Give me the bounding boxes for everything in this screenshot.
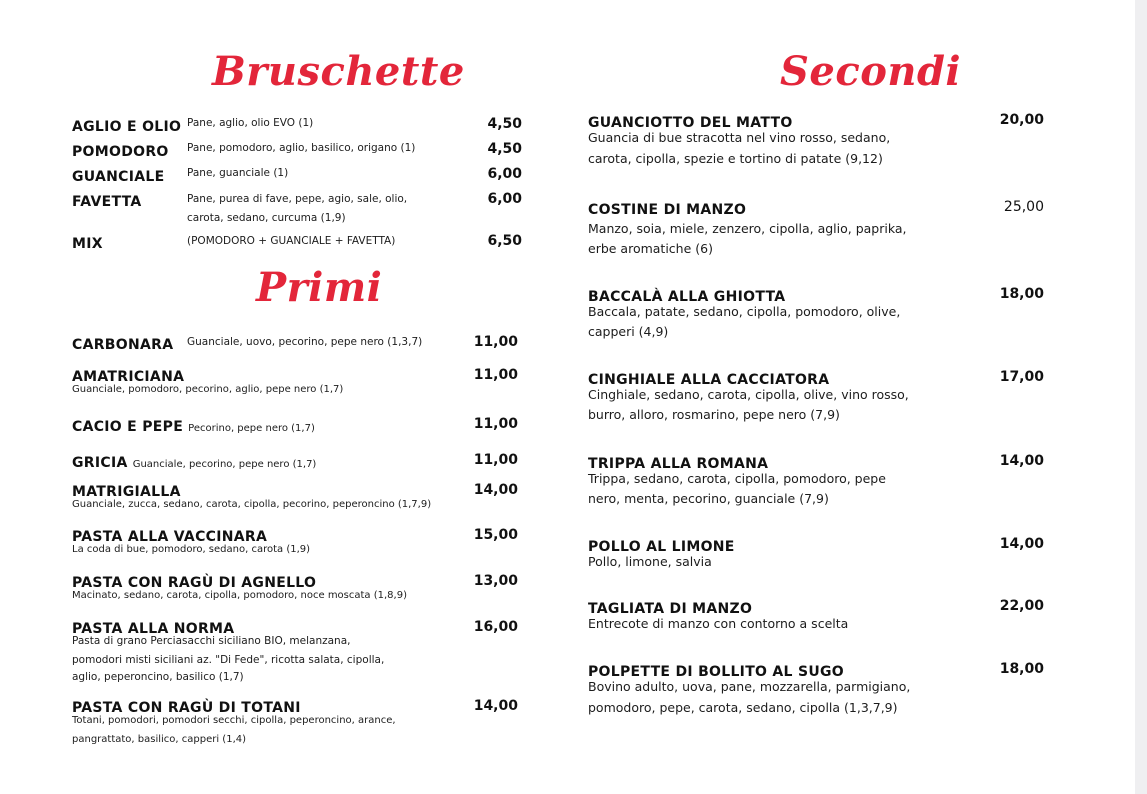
menu-item [72,141,169,160]
item-name: POMODORO [72,144,169,160]
section-title-primi: Primi [256,264,383,311]
item-name: POLPETTE DI BOLLITO AL SUGO [588,664,844,680]
item-description: Cinghiale, sedano, carota, cipolla, olive, vino rosso, [588,387,909,402]
item-description: Guanciale, zucca, sedano, carota, cipolla, pecorino, peperoncino (1,7,9) [72,499,432,510]
item-description: Guancia di bue stracotta nel vino rosso, sedano, [588,130,891,145]
item-name: PASTA ALLA NORMA [72,621,235,637]
item-name: CINGHIALE ALLA CACCIATORA [588,372,830,388]
item-name: GUANCIALE [72,169,165,185]
menu-item [72,334,173,353]
item-description: carota, cipolla, spezie e tortino di patate (9,12) [588,151,883,166]
item-description: erbe aromatiche (6) [588,241,713,256]
section-title-bruschette: Bruschette [212,48,465,95]
item-description: carota, sedano, curcuma (1,9) [187,212,346,224]
item-price: 4,50 [487,141,522,157]
item-price: 11,00 [473,367,518,383]
item-description: burro, alloro, rosmarino, pepe nero (7,9) [588,407,840,422]
item-price: 11,00 [473,452,518,468]
item-price: 22,00 [999,598,1044,614]
item-description: La coda di bue, pomodoro, sedano, carota (1,9) [72,544,311,555]
item-price: 13,00 [473,573,518,589]
item-price: 6,00 [487,191,522,207]
item-description: Pane, purea di fave, pepe, agio, sale, olio, [187,193,408,205]
menu-item [72,416,315,438]
item-description: Pane, guanciale (1) [187,167,289,179]
item-price: 11,00 [473,334,518,350]
item-name: CARBONARA [72,337,174,353]
item-price: 6,00 [487,166,522,182]
menu-item [72,116,181,135]
item-description: pomodoro, pepe, carota, sedano, cipolla (1,3,7,9) [588,700,898,715]
item-description: Manzo, soia, miele, zenzero, cipolla, aglio, paprika, [588,221,907,236]
section-title-secondi: Secondi [780,48,962,95]
item-price: 14,00 [999,453,1044,469]
item-name: TRIPPA ALLA ROMANA [588,456,769,472]
item-description: Guanciale, uovo, pecorino, pepe nero (1,3,7) [187,336,423,348]
item-description: Guanciale, pecorino, pepe nero (1,7) [132,459,317,470]
item-description: Pane, pomodoro, aglio, basilico, origano (1) [187,142,416,154]
menu-item [72,452,316,474]
item-name: FAVETTA [72,194,142,210]
item-name: BACCALÀ ALLA GHIOTTA [588,289,786,305]
menu-item [72,233,103,252]
item-description: Pollo, limone, salvia [588,554,712,569]
item-price: 6,50 [487,233,522,249]
item-description: Totani, pomodori, pomodori secchi, cipolla, peperoncino, arance, [72,715,396,726]
item-description: pomodori misti siciliani az. "Di Fede", ricotta salata, cipolla, [72,654,385,666]
menu-item [72,191,142,210]
item-name: COSTINE DI MANZO [588,202,747,218]
item-description: Guanciale, pomodoro, pecorino, aglio, pepe nero (1,7) [72,384,344,395]
item-description: Trippa, sedano, carota, cipolla, pomodoro, pepe [588,471,886,486]
page-edge-shadow [1135,0,1147,794]
item-description: Bovino adulto, uova, pane, mozzarella, parmigiano, [588,679,911,694]
item-name: PASTA CON RAGÙ DI TOTANI [72,700,301,716]
item-price: 14,00 [473,482,518,498]
item-price: 18,00 [999,661,1044,677]
item-description: Macinato, sedano, carota, cipolla, pomodoro, noce moscata (1,8,9) [72,590,407,601]
item-price: 14,00 [473,698,518,714]
item-description: nero, menta, pecorino, guanciale (7,9) [588,491,829,506]
item-description: pangrattato, basilico, capperi (1,4) [72,734,247,745]
item-price: 4,50 [487,116,522,132]
item-description: Pasta di grano Perciasacchi siciliano BIO, melanzana, [72,635,351,647]
item-name: AGLIO E OLIO [72,119,182,135]
item-name: PASTA ALLA VACCINARA [72,529,268,545]
item-price: 11,00 [473,416,518,432]
item-name: TAGLIATA DI MANZO [588,601,753,617]
item-name: PASTA CON RAGÙ DI AGNELLO [72,575,317,591]
item-name: GRICIA [72,455,128,471]
item-description: aglio, peperoncino, basilico (1,7) [72,671,244,683]
item-name: AMATRICIANA [72,369,185,385]
menu-item [588,199,746,218]
item-description: Entrecote di manzo con contorno a scelta [588,616,849,631]
item-name: MATRIGIALLA [72,484,181,500]
item-name: MIX [72,236,103,252]
item-price: 25,00 [1003,199,1044,215]
item-name: GUANCIOTTO DEL MATTO [588,115,793,131]
item-description: Baccala, patate, sedano, cipolla, pomodoro, olive, [588,304,901,319]
item-description: Pane, aglio, olio EVO (1) [187,117,314,129]
item-price: 14,00 [999,536,1044,552]
item-name: POLLO AL LIMONE [588,539,735,555]
item-description: capperi (4,9) [588,324,669,339]
item-price: 16,00 [473,619,518,635]
item-price: 17,00 [999,369,1044,385]
item-description: (POMODORO + GUANCIALE + FAVETTA) [187,235,396,247]
item-name: CACIO E PEPE [72,419,184,435]
item-price: 15,00 [473,527,518,543]
item-price: 18,00 [999,286,1044,302]
item-price: 20,00 [999,112,1044,128]
menu-item [72,166,164,185]
item-description: Pecorino, pepe nero (1,7) [188,423,315,434]
